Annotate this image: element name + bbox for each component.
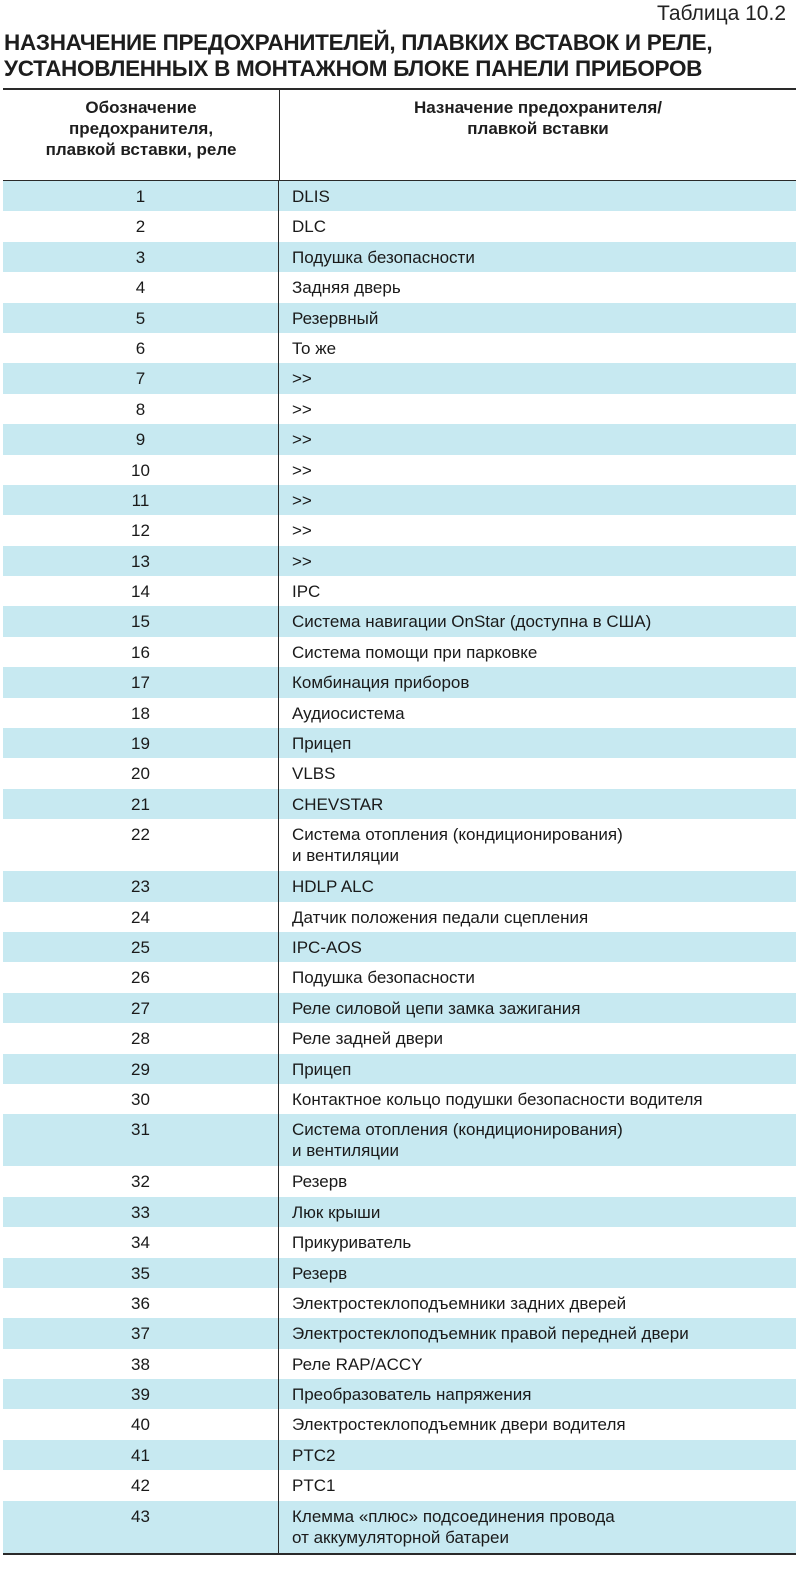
fuse-purpose-line: VLBS <box>292 764 336 784</box>
header-designation-line: плавкой вставки, реле <box>45 140 237 159</box>
fuse-purpose <box>279 698 796 728</box>
table-row <box>3 1318 796 1348</box>
table-row <box>3 1084 796 1114</box>
fuse-number: 3 <box>3 242 279 272</box>
fuse-purpose <box>279 1440 796 1470</box>
fuse-purpose <box>279 1054 796 1084</box>
fuse-number: 34 <box>3 1227 279 1257</box>
table-row <box>3 242 796 272</box>
fuse-purpose <box>279 606 796 636</box>
fuse-purpose <box>279 728 796 758</box>
fuse-purpose <box>279 333 796 363</box>
table-body <box>3 181 796 1553</box>
fuse-purpose <box>279 1197 796 1227</box>
fuse-purpose <box>279 667 796 697</box>
fuse-number: 22 <box>3 819 279 871</box>
fuse-number: 7 <box>3 363 279 393</box>
table-row <box>3 1349 796 1379</box>
table-row <box>3 333 796 363</box>
fuse-purpose <box>279 576 796 606</box>
table-row <box>3 1409 796 1439</box>
fuse-number: 42 <box>3 1470 279 1500</box>
table-row <box>3 303 796 333</box>
header-designation-line: предохранителя, <box>68 119 214 138</box>
table-row <box>3 1054 796 1084</box>
table-row <box>3 993 796 1023</box>
fuse-number: 5 <box>3 303 279 333</box>
fuse-purpose-line: PTC2 <box>292 1445 336 1465</box>
fuse-purpose-line: Комбинация приборов <box>292 673 470 693</box>
fuse-number: 41 <box>3 1440 279 1470</box>
table-row <box>3 1197 796 1227</box>
fuse-purpose-line: Электростеклоподъемник правой передней двери <box>292 1324 689 1344</box>
fuse-purpose-line: >> <box>292 551 312 571</box>
fuse-purpose <box>279 637 796 667</box>
fuse-purpose-line: Электростеклоподъемники задних дверей <box>292 1293 627 1313</box>
fuse-number: 25 <box>3 932 279 962</box>
fuse-purpose <box>279 1349 796 1379</box>
fuse-purpose <box>279 363 796 393</box>
title-line-2: УСТАНОВЛЕННЫХ В МОНТАЖНОМ БЛОКЕ ПАНЕЛИ ПРИБОРОВ <box>4 56 703 81</box>
fuse-purpose <box>279 1258 796 1288</box>
fuse-number: 24 <box>3 902 279 932</box>
fuse-purpose <box>279 993 796 1023</box>
header-designation <box>3 90 280 180</box>
fuse-purpose-line: Контактное кольцо подушки безопасности водителя <box>292 1089 703 1109</box>
fuse-number: 23 <box>3 871 279 901</box>
fuse-purpose <box>279 758 796 788</box>
fuse-purpose <box>279 211 796 241</box>
fuse-purpose-line: Аудиосистема <box>292 703 405 723</box>
fuse-purpose <box>279 1166 796 1196</box>
fuse-purpose-line: Система помощи при парковке <box>292 642 538 662</box>
fuse-purpose <box>279 1318 796 1348</box>
table-row <box>3 637 796 667</box>
table-row <box>3 576 796 606</box>
fuse-number: 9 <box>3 424 279 454</box>
fuse-purpose-line: Реле RAP/ACCY <box>292 1354 423 1374</box>
table-row <box>3 819 796 871</box>
table-row <box>3 728 796 758</box>
fuse-purpose-line: >> <box>292 490 312 510</box>
table-row <box>3 515 796 545</box>
fuse-purpose-line: HDLP ALC <box>292 877 374 897</box>
header-purpose-line: плавкой вставки <box>467 119 609 138</box>
table-row <box>3 394 796 424</box>
fuse-purpose-line: Система навигации OnStar (доступна в США) <box>292 612 652 632</box>
fuse-purpose <box>279 485 796 515</box>
table-title <box>4 30 796 82</box>
table-row <box>3 1379 796 1409</box>
table-row <box>3 1440 796 1470</box>
fuse-purpose-line: Прицеп <box>292 734 352 754</box>
table-row <box>3 962 796 992</box>
table-row <box>3 667 796 697</box>
fuse-purpose <box>279 181 796 211</box>
fuse-number: 15 <box>3 606 279 636</box>
table-row <box>3 1114 796 1166</box>
fuse-purpose <box>279 1288 796 1318</box>
fuse-purpose <box>279 819 796 871</box>
table-row <box>3 424 796 454</box>
fuse-number: 36 <box>3 1288 279 1318</box>
fuse-purpose <box>279 1379 796 1409</box>
fuse-purpose <box>279 546 796 576</box>
table-row <box>3 272 796 302</box>
fuse-number: 1 <box>3 181 279 211</box>
table-row <box>3 1501 796 1553</box>
table-row <box>3 789 796 819</box>
fuse-purpose-line: CHEVSTAR <box>292 794 384 814</box>
fuse-purpose <box>279 515 796 545</box>
table-row <box>3 181 796 211</box>
table-row <box>3 485 796 515</box>
fuse-number: 35 <box>3 1258 279 1288</box>
table-row <box>3 871 796 901</box>
table-row <box>3 1258 796 1288</box>
fuse-purpose <box>279 1084 796 1114</box>
fuse-purpose <box>279 1409 796 1439</box>
fuse-purpose-line: >> <box>292 460 312 480</box>
table-row <box>3 546 796 576</box>
fuse-number: 10 <box>3 455 279 485</box>
fuse-purpose-line: IPC-AOS <box>292 937 362 957</box>
fuse-purpose-line: PTC1 <box>292 1476 336 1496</box>
fuse-number: 33 <box>3 1197 279 1227</box>
fuse-purpose <box>279 242 796 272</box>
fuse-number: 13 <box>3 546 279 576</box>
fuse-number: 12 <box>3 515 279 545</box>
fuse-purpose-line: Система отопления (кондиционирования) <box>292 1120 623 1140</box>
fuse-purpose-line: Резервный <box>292 308 379 328</box>
fuse-purpose-line: Система отопления (кондиционирования) <box>292 825 623 845</box>
fuse-number: 26 <box>3 962 279 992</box>
fuse-purpose-line: Датчик положения педали сцепления <box>292 907 589 927</box>
fuse-purpose-line: То же <box>292 338 337 358</box>
fuse-purpose <box>279 455 796 485</box>
fuse-number: 6 <box>3 333 279 363</box>
fuse-number: 11 <box>3 485 279 515</box>
fuse-number: 30 <box>3 1084 279 1114</box>
fuse-number: 8 <box>3 394 279 424</box>
fuse-purpose <box>279 1023 796 1053</box>
title-line-1: НАЗНАЧЕНИЕ ПРЕДОХРАНИТЕЛЕЙ, ПЛАВКИХ ВСТАВОК И РЕЛЕ, <box>4 30 713 55</box>
fuse-purpose-line: >> <box>292 369 312 389</box>
fuse-number: 4 <box>3 272 279 302</box>
fuse-purpose-line: Реле силовой цепи замка зажигания <box>292 998 581 1018</box>
table-row <box>3 1166 796 1196</box>
fuse-number: 31 <box>3 1114 279 1166</box>
fuse-purpose-line: DLIS <box>292 187 330 206</box>
fuse-purpose-line: и вентиляции <box>292 1141 400 1161</box>
table-row <box>3 211 796 241</box>
fuse-number: 2 <box>3 211 279 241</box>
fuse-number: 43 <box>3 1501 279 1553</box>
fuse-number: 17 <box>3 667 279 697</box>
fuse-purpose <box>279 1227 796 1257</box>
fuse-purpose-line: >> <box>292 521 312 541</box>
fuse-purpose-line: Прикуриватель <box>292 1233 412 1253</box>
fuse-purpose <box>279 789 796 819</box>
fuse-purpose-line: Резерв <box>292 1172 348 1192</box>
table-caption: Таблица 10.2 <box>656 2 786 25</box>
fuse-number: 28 <box>3 1023 279 1053</box>
table-row <box>3 1470 796 1500</box>
fuse-purpose <box>279 962 796 992</box>
header-designation-line: Обозначение <box>85 98 197 117</box>
fuse-purpose-line: DLC <box>292 217 327 237</box>
fuse-table <box>3 88 796 1555</box>
header-purpose <box>280 90 796 180</box>
fuse-number: 14 <box>3 576 279 606</box>
fuse-number: 16 <box>3 637 279 667</box>
fuse-purpose-line: >> <box>292 430 312 450</box>
fuse-purpose-line: >> <box>292 399 312 419</box>
fuse-number: 38 <box>3 1349 279 1379</box>
fuse-number: 21 <box>3 789 279 819</box>
table-row <box>3 758 796 788</box>
fuse-purpose-line: Задняя дверь <box>292 278 401 298</box>
table-row <box>3 1288 796 1318</box>
fuse-purpose <box>279 871 796 901</box>
fuse-purpose-line: Прицеп <box>292 1059 352 1079</box>
fuse-purpose <box>279 272 796 302</box>
fuse-number: 29 <box>3 1054 279 1084</box>
fuse-purpose-line: Клемма «плюс» подсоединения провода <box>292 1506 615 1526</box>
table-row <box>3 455 796 485</box>
table-row <box>3 1227 796 1257</box>
table-row <box>3 932 796 962</box>
fuse-purpose-line: Электростеклоподъемник двери водителя <box>292 1415 626 1435</box>
fuse-purpose-line: Реле задней двери <box>292 1029 443 1049</box>
table-row <box>3 363 796 393</box>
table-row <box>3 1023 796 1053</box>
fuse-purpose-line: Резерв <box>292 1263 348 1283</box>
fuse-number: 19 <box>3 728 279 758</box>
fuse-purpose-line: IPC <box>292 582 321 602</box>
fuse-purpose-line: Подушка безопасности <box>292 968 475 988</box>
fuse-number: 27 <box>3 993 279 1023</box>
fuse-purpose-line: Люк крыши <box>292 1202 381 1222</box>
fuse-purpose <box>279 424 796 454</box>
header-purpose-line: Назначение предохранителя/ <box>413 98 662 117</box>
fuse-purpose <box>279 1470 796 1500</box>
fuse-purpose <box>279 1501 796 1553</box>
fuse-number: 20 <box>3 758 279 788</box>
fuse-purpose-line: от аккумуляторной батареи <box>292 1527 509 1547</box>
table-row <box>3 606 796 636</box>
fuse-purpose <box>279 902 796 932</box>
fuse-purpose-line: Подушка безопасности <box>292 247 475 267</box>
fuse-purpose-line: и вентиляции <box>292 846 400 866</box>
fuse-number: 18 <box>3 698 279 728</box>
fuse-purpose <box>279 303 796 333</box>
table-header <box>3 90 796 181</box>
table-row <box>3 902 796 932</box>
table-row <box>3 698 796 728</box>
fuse-number: 39 <box>3 1379 279 1409</box>
fuse-purpose-line: Преобразователь напряжения <box>292 1385 532 1405</box>
fuse-purpose <box>279 932 796 962</box>
fuse-number: 37 <box>3 1318 279 1348</box>
fuse-purpose <box>279 394 796 424</box>
fuse-number: 40 <box>3 1409 279 1439</box>
fuse-number: 32 <box>3 1166 279 1196</box>
fuse-purpose <box>279 1114 796 1166</box>
